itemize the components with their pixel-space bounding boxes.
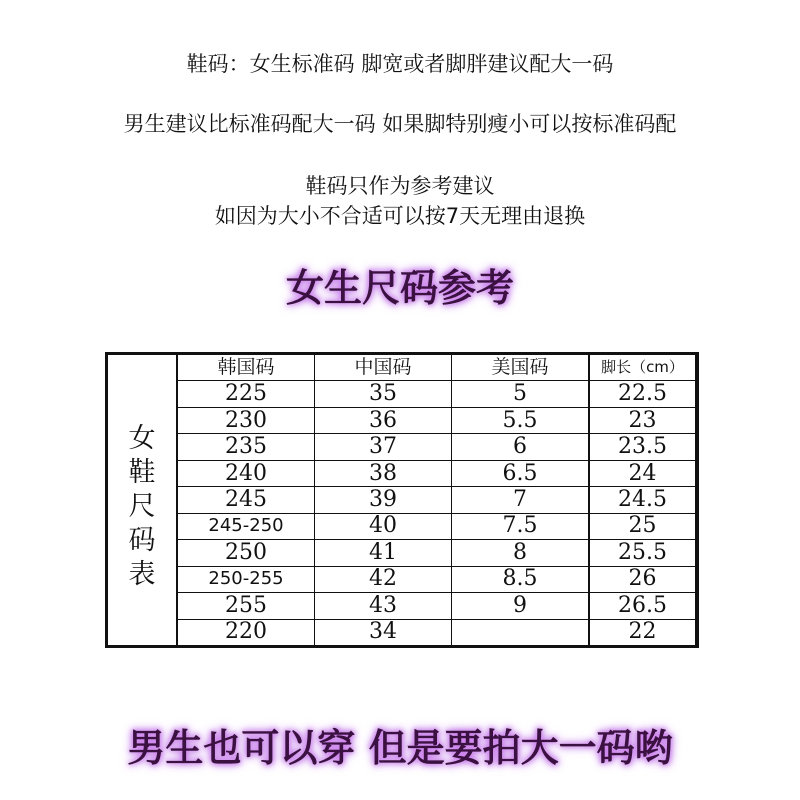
side-title-char: 尺 [128,491,156,522]
table-row [178,593,695,619]
table-row [178,381,695,407]
header-us-size: 美国码 [452,355,589,380]
table-row [178,620,695,645]
korean-size-cell: 250 [178,540,315,565]
side-title-char: 女 [128,423,156,454]
header-china-size: 中国码 [315,355,452,380]
china-size-cell: 39 [315,487,452,512]
china-size-cell: 40 [315,514,452,539]
foot-length-cell: 24 [589,461,695,486]
side-title-char: 表 [128,559,156,590]
china-size-cell: 34 [315,620,452,645]
header-korean-size: 韩国码 [178,355,315,380]
size-table [105,352,699,648]
korean-size-cell: 255 [178,593,315,618]
table-side-title [108,355,178,645]
us-size-cell [452,620,589,645]
header-foot-length: 脚长（cm） [589,355,695,380]
china-size-cell: 41 [315,540,452,565]
table-row [178,514,695,540]
korean-size-cell: 245-250 [178,514,315,539]
korean-size-cell: 250-255 [178,567,315,592]
foot-length-cell: 26 [589,567,695,592]
side-title-char: 鞋 [128,457,156,488]
foot-length-cell: 25.5 [589,540,695,565]
us-size-cell: 8.5 [452,567,589,592]
us-size-cell: 6.5 [452,461,589,486]
china-size-cell: 38 [315,461,452,486]
foot-length-cell: 23.5 [589,434,695,459]
us-size-cell: 7.5 [452,514,589,539]
foot-length-cell: 23 [589,408,695,433]
table-row [178,540,695,566]
note-line-4: 如因为大小不合适可以按7天无理由退换 [214,204,586,228]
table-grid [178,355,695,645]
korean-size-cell: 220 [178,620,315,645]
china-size-cell: 42 [315,567,452,592]
us-size-cell: 6 [452,434,589,459]
us-size-cell: 5.5 [452,408,589,433]
us-size-cell: 7 [452,487,589,512]
korean-size-cell: 225 [178,381,315,406]
korean-size-cell: 230 [178,408,315,433]
china-size-cell: 37 [315,434,452,459]
table-row [178,461,695,487]
foot-length-cell: 24.5 [589,487,695,512]
us-size-cell: 8 [452,540,589,565]
us-size-cell: 9 [452,593,589,618]
korean-size-cell: 240 [178,461,315,486]
china-size-cell: 36 [315,408,452,433]
note-line-3: 鞋码只作为参考建议 [305,174,495,198]
side-title-char: 码 [128,525,156,556]
foot-length-cell: 26.5 [589,593,695,618]
note-line-2: 男生建议比标准码配大一码 如果脚特别瘦小可以按标准码配 [123,112,677,136]
korean-size-cell: 245 [178,487,315,512]
table-header-row [178,355,695,381]
china-size-cell: 35 [315,381,452,406]
footer-note: 男生也可以穿 但是要拍大一码哟 [127,726,673,770]
us-size-cell: 5 [452,381,589,406]
table-row [178,567,695,593]
korean-size-cell: 235 [178,434,315,459]
table-row [178,408,695,434]
foot-length-cell: 22 [589,620,695,645]
china-size-cell: 43 [315,593,452,618]
foot-length-cell: 22.5 [589,381,695,406]
table-row [178,487,695,513]
table-row [178,434,695,460]
note-line-1: 鞋码：女生标准码 脚宽或者脚胖建议配大一码 [186,52,614,76]
foot-length-cell: 25 [589,514,695,539]
size-chart-heading: 女生尺码参考 [285,266,514,310]
